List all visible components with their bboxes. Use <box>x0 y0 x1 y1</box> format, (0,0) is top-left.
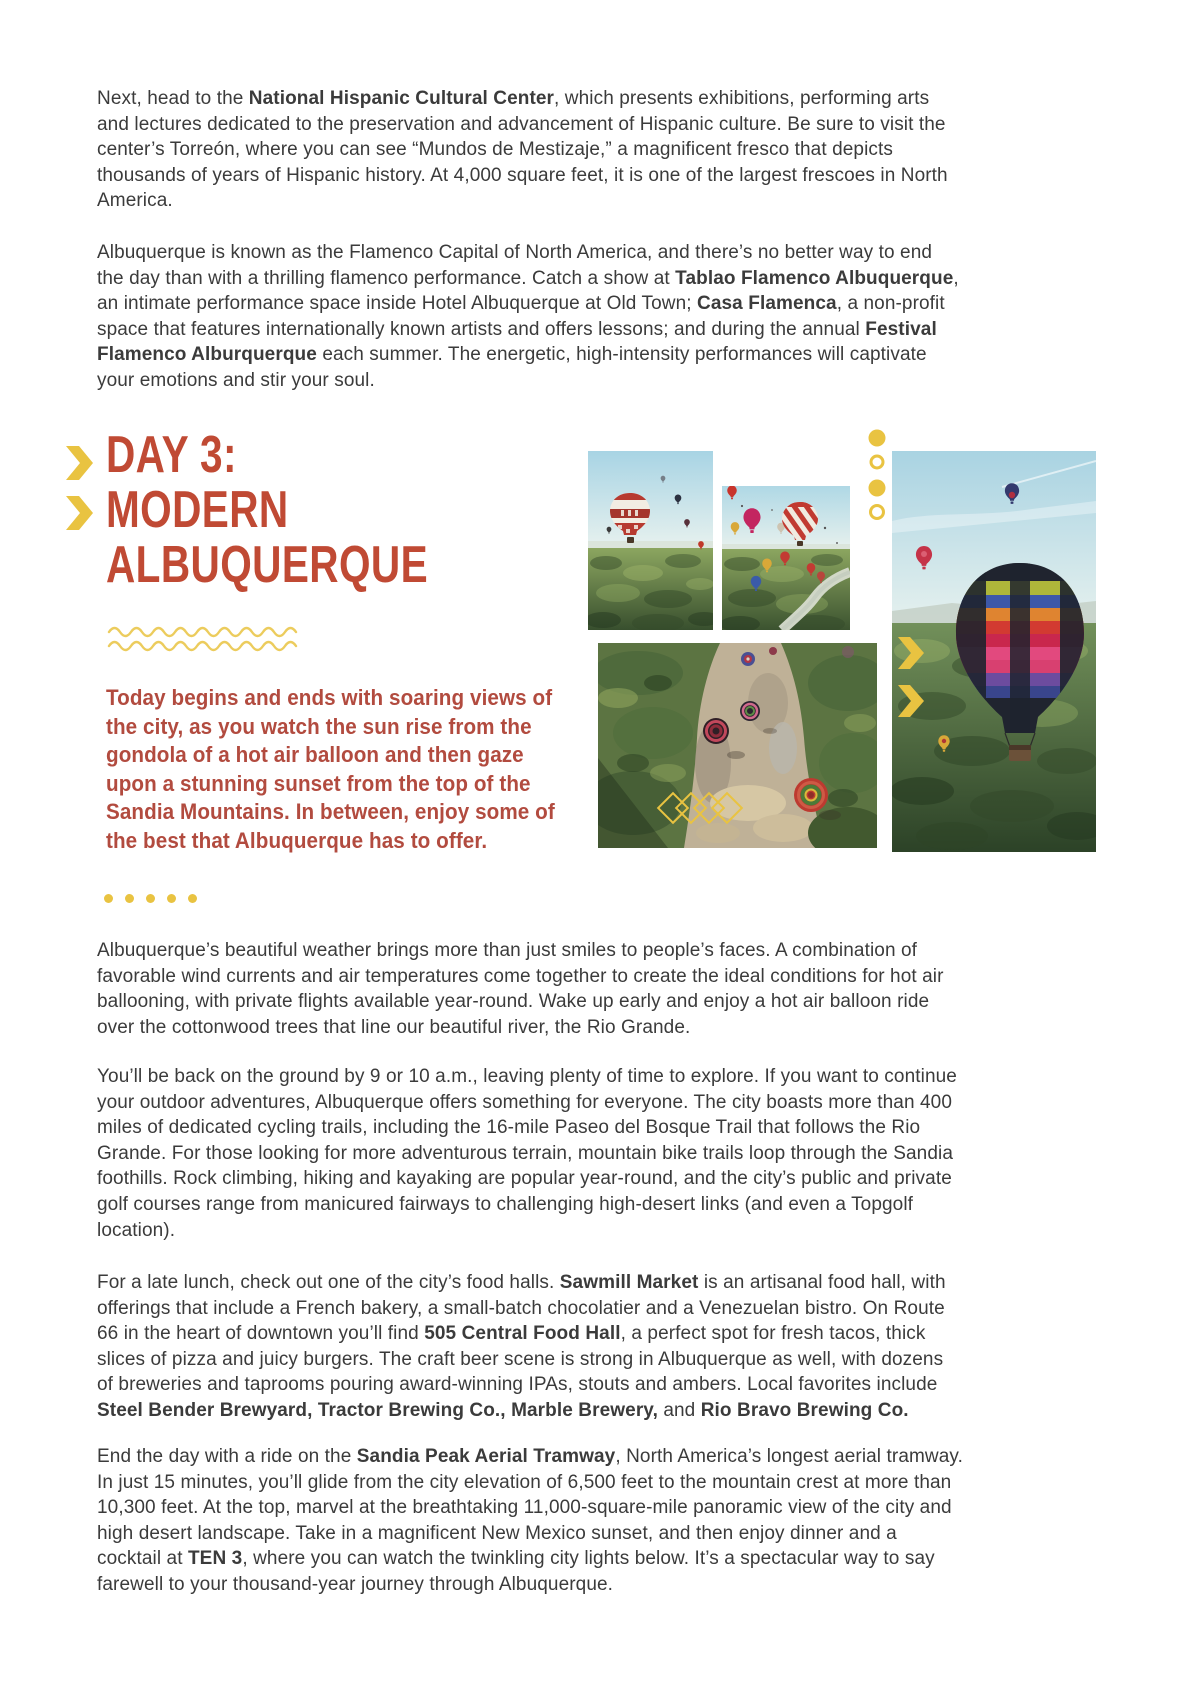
photo-balloons-above-bosque <box>588 451 713 630</box>
paragraph-ballooning <box>97 938 963 1040</box>
photo-balloon-fiesta-over-river <box>722 486 850 630</box>
filled-circle-icon <box>869 480 886 497</box>
dot <box>104 894 113 903</box>
bold-text: Rio Bravo Brewing Co. <box>700 1399 909 1421</box>
outline-circle-icon <box>871 456 883 468</box>
diamond-icon <box>694 793 724 823</box>
text: For a late lunch, check out one of the city’s food halls. <box>97 1272 560 1293</box>
diamond-icon <box>658 793 688 823</box>
heading-line: MODERN <box>106 481 289 539</box>
outline-circle-icon <box>871 506 884 519</box>
text: , where you can watch the twinkling city lights below. It’s a spectacular way to say farewell to your thousand-year journey through Albuquerque. <box>97 1548 935 1595</box>
dot <box>188 894 197 903</box>
bold-text: Festival Flamenco Alburquerque <box>97 318 937 366</box>
text: Albuquerque is known as the Flamenco Capital of North America, and there’s no better way to end the day than with a thrilling flamenco performance. Catch a show at <box>97 242 933 289</box>
bold-text: Sawmill Market <box>559 1272 699 1293</box>
chevron-right-icon <box>66 446 93 480</box>
paragraph-flamenco <box>97 240 963 394</box>
text: You’ll be back on the ground by 9 or 10 a.m., leaving plenty of time to explore. If you want to continue your outdoor adventures, Albuquerque offers something for everyone. The city boasts more than 400 miles of dedicated cycling trails, including the 16-mile Paseo del Bosque Trail that follows the Rio Grande. For those looking for more adventurous terrain, mountain bike trails loop through the Sandia foothills. Rock climbing, hiking and kayaking are popular year-round, and the city’s public and private golf courses range from manicured fairways to challenging high-desert links (and even a Topgolf location). <box>97 1066 957 1241</box>
wavy-lines-decoration <box>107 624 307 659</box>
text: End the day with a ride on the <box>97 1446 357 1467</box>
paragraph-sandia-tramway <box>97 1444 963 1598</box>
heading-line: ALBUQUERQUE <box>106 536 429 594</box>
text: , an intimate performance space inside Hotel Albuquerque at Old Town; <box>97 267 959 315</box>
diamonds-decoration <box>656 791 744 830</box>
bold-text: Sandia Peak Aerial Tramway <box>356 1446 616 1467</box>
heading-chevrons <box>66 446 93 546</box>
circles-decoration <box>866 429 888 528</box>
chevron-right-icon <box>898 637 924 669</box>
day-3-heading <box>106 428 519 593</box>
text: , a perfect spot for fresh tacos, thick slices of pizza and juicy burgers. The craft beer scene is strong in Albuquerque as well, with dozens of breweries and taprooms pouring award-winning IPAs, stouts and ambers. Local favorites include <box>97 1323 944 1396</box>
paragraph-food-halls <box>97 1270 963 1424</box>
text: and <box>657 1399 701 1421</box>
dot <box>146 894 155 903</box>
diamond-icon <box>676 793 706 823</box>
bold-text: Tablao Flamenco Albuquerque <box>675 267 954 289</box>
text: Albuquerque’s beautiful weather brings more than just smiles to people’s faces. A combination of favorable wind currents and air temperatures come together to create the ideal conditions for hot air ballooning, with private flights available year-round. Wake up early and enjoy a hot air balloon ride over the cottonwood trees that line our beautiful river, the Rio Grande. <box>97 940 944 1038</box>
heading-line: DAY 3: <box>106 426 237 484</box>
paragraph-outdoor-adventures <box>97 1064 963 1243</box>
dots-decoration <box>104 894 197 903</box>
day-3-intro-text: Today begins and ends with soaring views of the city, as you watch the sun rise from the gondola of a hot air balloon and then gaze upon a stunning sunset from the top of the Sandia Mountains. In between, enjoy some of the best that Albuquerque has to offer. <box>106 685 555 853</box>
text: , which presents exhibitions, performing arts and lectures dedicated to the preservation and advancement of Hispanic culture. Be sure to visit the center’s Torreón, where you can see “Mundos de Mestizaje,” a magnificent fresco that depicts thousands of years of Hispanic history. At 4,000 square feet, it is one of the largest frescoes in North America. <box>97 88 948 212</box>
paragraph-hispanic-cultural-center <box>97 86 963 214</box>
diamond-icon <box>712 793 742 823</box>
bold-text: Casa Flamenca <box>697 293 837 315</box>
bold-text: TEN 3 <box>187 1548 243 1570</box>
bold-text: Steel Bender Brewyard, Tractor Brewing Co., Marble Brewery, <box>97 1399 658 1421</box>
bold-text: National Hispanic Cultural Center <box>248 88 555 109</box>
bold-text: 505 Central Food Hall <box>424 1323 621 1345</box>
text: each summer. The energetic, high-intensity performances will captivate your emotions and stir your soul. <box>97 344 927 391</box>
dot <box>167 894 176 903</box>
text: is an artisanal food hall, with offerings that include a French bakery, a small-batch chocolatier and a Venezuelan bistro. On Route 66 in the heart of downtown you’ll find <box>97 1272 946 1345</box>
photo-chevrons-decoration <box>898 637 924 722</box>
chevron-right-icon <box>66 496 93 530</box>
dot <box>125 894 134 903</box>
text: Next, head to the <box>97 88 249 109</box>
text: , a non-profit space that features internationally known artists and offers lessons; and during the annual <box>97 293 945 340</box>
text: , North America’s longest aerial tramway. In just 15 minutes, you’ll glide from the city elevation of 6,500 feet to the mountain crest at more than 10,300 feet. At the top, marvel at the breathtaking 11,000-square-mile panoramic view of the city and high desert landscape. Take in a magnificent New Mexico sunset, and then enjoy dinner and a cocktail at <box>97 1446 963 1570</box>
chevron-right-icon <box>898 685 924 717</box>
filled-circle-icon <box>869 430 886 447</box>
